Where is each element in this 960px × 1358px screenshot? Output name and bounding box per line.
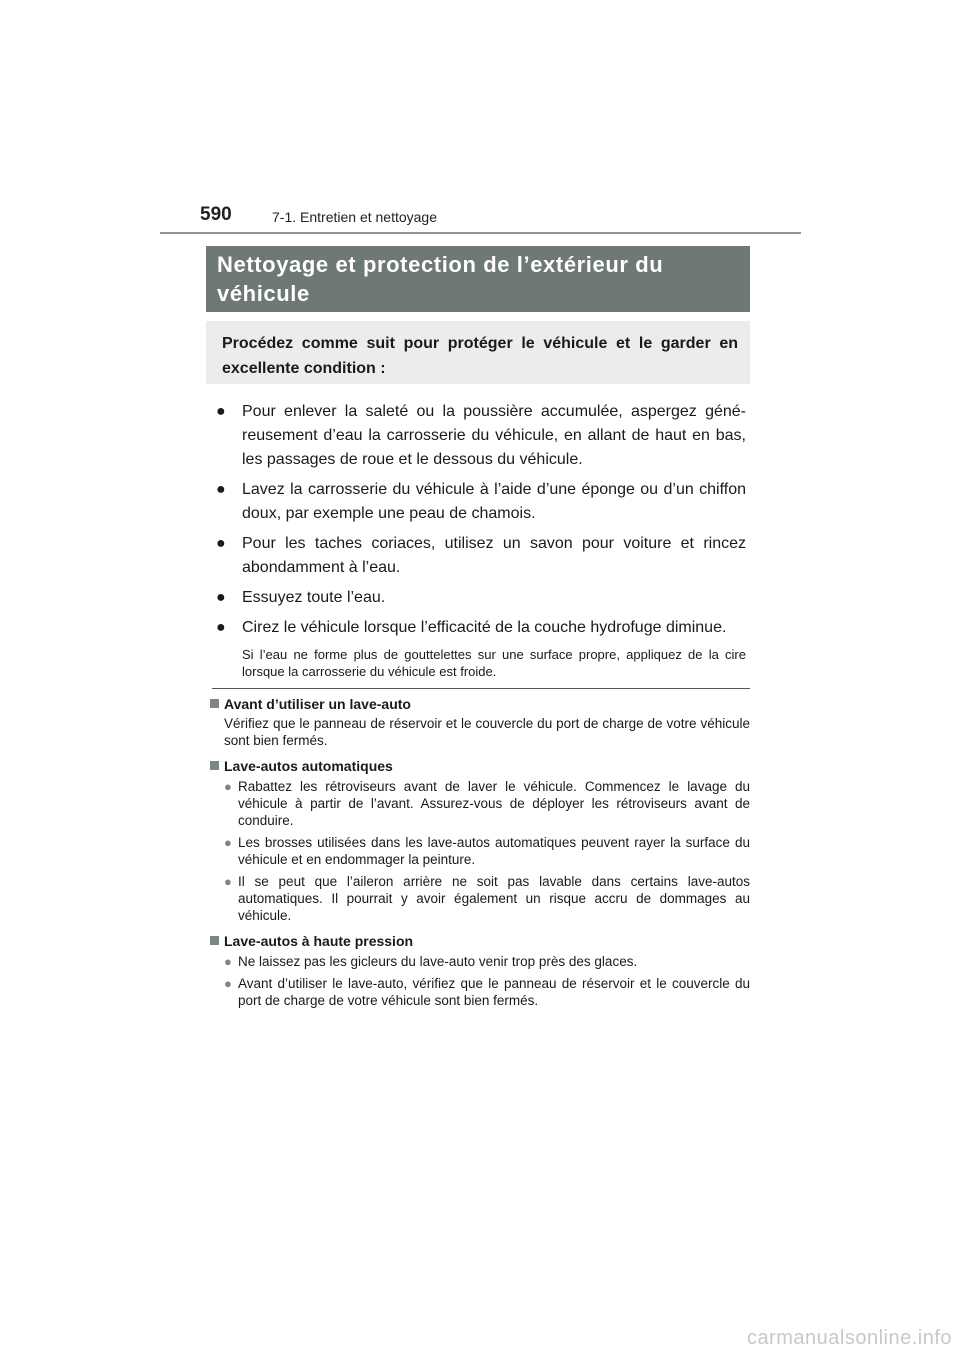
- square-bullet-icon: [210, 936, 219, 945]
- bullet-icon: ●: [224, 874, 232, 889]
- tip-body-before-wash: Vérifiez que le panneau de réservoir et le couvercle du port de charge de votre véhicule sont bien fermés.: [224, 716, 750, 748]
- tip-list-high-pressure: [210, 953, 750, 1009]
- list-item-text: Pour enlever la saleté ou la poussière accumulée, aspergez généreusement d’eau la carrosserie du véhicule, en allant de haut en bas, les passages de roue et le dessous du véhicule.: [242, 403, 746, 468]
- tips-section: [210, 695, 750, 1017]
- list-item: [210, 834, 750, 868]
- title-line-1: Nettoyage et protection de l’extérieur du: [217, 252, 664, 277]
- list-item: [216, 532, 746, 580]
- list-item-text: Cirez le véhicule lorsque l’efficacité de la couche hydrofuge diminue.: [242, 619, 727, 636]
- bullet-icon: ●: [224, 835, 232, 850]
- list-item-text: Il se peut que l’aileron arrière ne soit pas lavable dans certains lave-autos automatiques. Il pourrait y avoir également un risque accru de dommages au véhicule.: [238, 874, 750, 923]
- page-title: [217, 250, 740, 308]
- watermark: carmanualsonline.info: [746, 1327, 952, 1349]
- list-item: [210, 953, 750, 970]
- list-item-text: Essuyez toute l’eau.: [242, 589, 386, 606]
- bullet-icon: ●: [216, 535, 226, 552]
- bullet-icon: ●: [216, 619, 226, 636]
- tip-list-automatic: [210, 778, 750, 924]
- list-item: [210, 975, 750, 1009]
- list-item-text: Avant d’utiliser le lave-auto, vérifiez que le panneau de réservoir et le couvercle du port de charge de votre véhicule sont bien fermés.: [238, 976, 750, 1008]
- list-item-text: Pour les taches coriaces, utilisez un savon pour voiture et rincez abondamment à l’eau.: [242, 535, 746, 576]
- bullet-icon: ●: [216, 403, 226, 420]
- section-divider: [212, 688, 750, 689]
- tip-heading-text: Lave-autos à haute pression: [224, 933, 414, 949]
- cleaning-steps-list: [216, 400, 746, 686]
- title-line-2: véhicule: [217, 281, 310, 306]
- list-item-text: Rabattez les rétroviseurs avant de laver le véhicule. Commencez le lavage du véhicule à partir de l’avant. Assurez-vous de déployer les rétroviseurs avant de conduire.: [238, 779, 750, 828]
- page-header: [0, 200, 960, 236]
- tip-heading-text: Lave-autos automatiques: [224, 758, 393, 774]
- list-item: [216, 400, 746, 472]
- bullet-icon: ●: [224, 779, 232, 794]
- list-item: [216, 478, 746, 526]
- page-number: 590: [200, 204, 232, 225]
- header-rule: [160, 232, 801, 234]
- list-item: [216, 586, 746, 610]
- list-item-text: Ne laissez pas les gicleurs du lave-auto venir trop près des glaces.: [238, 954, 638, 969]
- bullet-icon: ●: [216, 589, 226, 606]
- list-item: [210, 778, 750, 829]
- wax-note: Si l’eau ne forme plus de gouttelettes sur une surface propre, appliquez de la cire lorsque la carrosserie du véhicule est froide.: [242, 647, 746, 679]
- tip-heading-before-wash: [210, 695, 750, 713]
- section-name: 7-1. Entretien et nettoyage: [272, 209, 437, 225]
- tip-heading-text: Avant d’utiliser un lave-auto: [224, 696, 411, 712]
- list-item-text: Les brosses utilisées dans les lave-autos automatiques peuvent rayer la surface du véhicule et en endommager la peinture.: [238, 835, 750, 867]
- square-bullet-icon: [210, 761, 219, 770]
- tip-heading-automatic: [210, 757, 750, 775]
- intro-box: [206, 321, 750, 384]
- list-item-text: Lavez la carrosserie du véhicule à l’aide d’une éponge ou d’un chiffon doux, par exemple une peau de chamois.: [242, 481, 746, 522]
- bullet-icon: ●: [216, 481, 226, 498]
- title-banner: [206, 246, 750, 312]
- tip-heading-high-pressure: [210, 932, 750, 950]
- bullet-icon: ●: [224, 954, 232, 969]
- bullet-icon: ●: [224, 976, 232, 991]
- list-item: [216, 616, 746, 680]
- list-item: [210, 873, 750, 924]
- intro-text: Procédez comme suit pour protéger le véhicule et le garder en excellente condition :: [222, 335, 738, 377]
- square-bullet-icon: [210, 699, 219, 708]
